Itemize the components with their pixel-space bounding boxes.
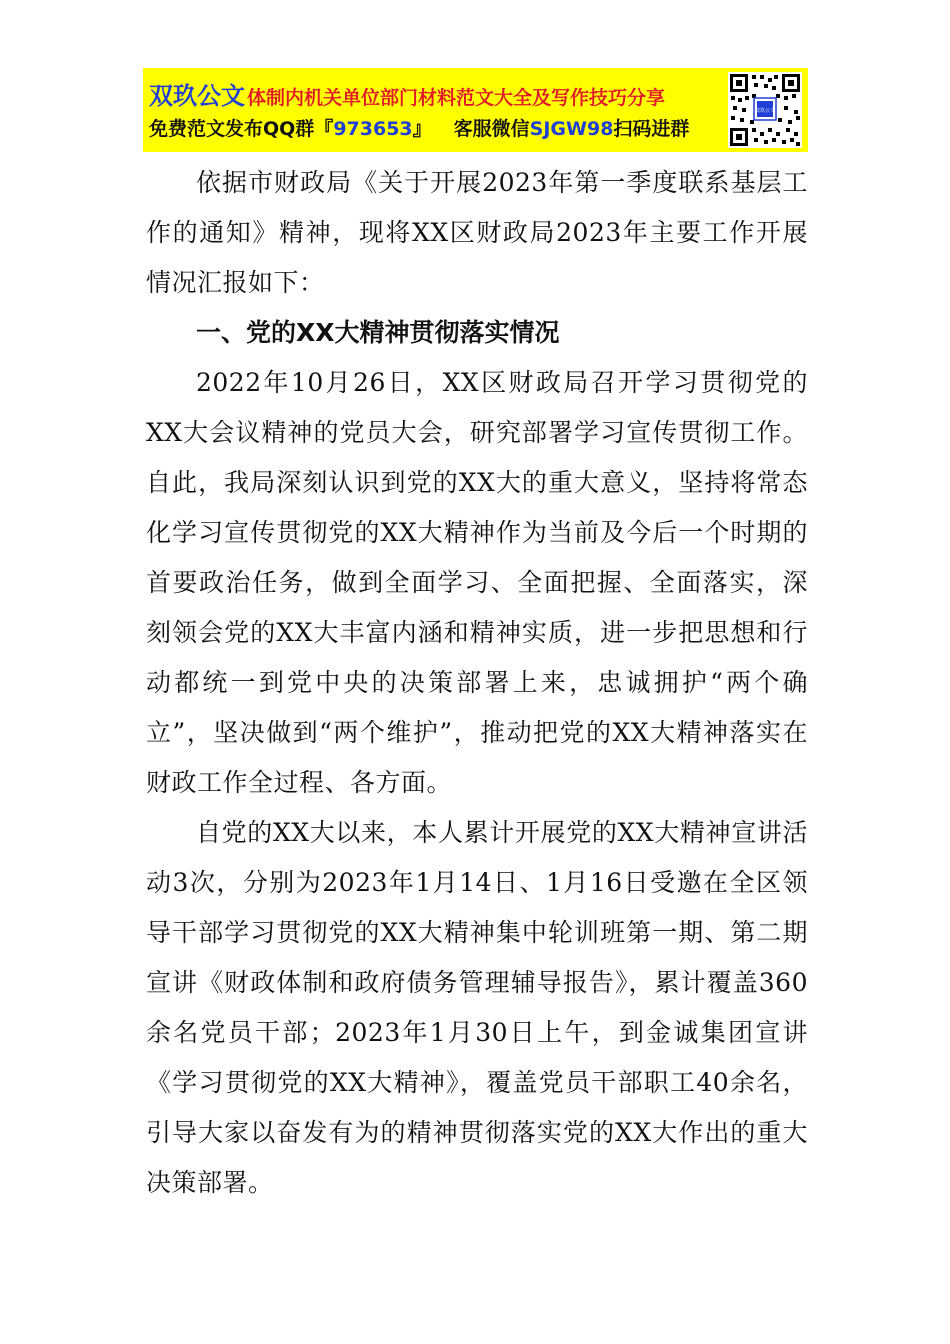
qq-group-number: 973653 [333, 118, 413, 140]
qq-group-label: 免费范文发布QQ群『 [149, 118, 334, 140]
wechat-label: 客服微信 [453, 118, 530, 140]
qq-group-suffix: 』 [412, 118, 432, 140]
section-heading-1: 一、党的XX大精神贯彻落实情况 [196, 318, 560, 347]
body-paragraph-2: 自党的XX大以来，本人累计开展党的XX大精神宣讲活动3次，分别为2023年1月14日、1月16日受邀在全区领导干部学习贯彻党的XX大精神集中轮训班第一期、第二期宣讲《财政体制和政府债务管理辅导报告》，累计覆盖360余名党员干部；2023年1月30日上午，到金诚集团宣讲《学习贯彻党的XX大精神》，覆盖党员干部职工40余名，引导大家以奋发有为的精神贯彻落实党的XX大作出的重大决策部署。 [146, 818, 808, 1197]
banner-slogan: 体制内机关单位部门材料范文大全及写作技巧分享 [247, 87, 666, 109]
qr-caption: 双玖公文 [754, 108, 776, 114]
wechat-suffix: 扫码进群 [613, 118, 690, 140]
banner-line-1 [149, 76, 665, 111]
intro-paragraph: 依据市财政局《关于开展2023年第一季度联系基层工作的通知》精神，现将XX区财政局2023年主要工作开展情况汇报如下： [146, 168, 808, 297]
promo-banner [143, 68, 808, 152]
document-body [146, 158, 808, 1208]
body-paragraph-1: 2022年10月26日，XX区财政局召开学习贯彻党的XX大会议精神的党员大会，研究部署学习宣传贯彻工作。自此，我局深刻认识到党的XX大的重大意义，坚持将常态化学习宣传贯彻党的XX大精神作为当前及今后一个时期的首要政治任务，做到全面学习、全面把握、全面落实，深刻领会党的XX大丰富内涵和精神实质，进一步把思想和行动都统一到党中央的决策部署上来，忠诚拥护“两个确立”，坚决做到“两个维护”，推动把党的XX大精神落实在财政工作全过程、各方面。 [146, 368, 808, 797]
wechat-id: SJGW98 [529, 118, 614, 140]
brand-name: 双玖公文 [149, 82, 245, 110]
banner-line-2 [149, 114, 689, 141]
qr-code-icon[interactable] [728, 72, 802, 148]
